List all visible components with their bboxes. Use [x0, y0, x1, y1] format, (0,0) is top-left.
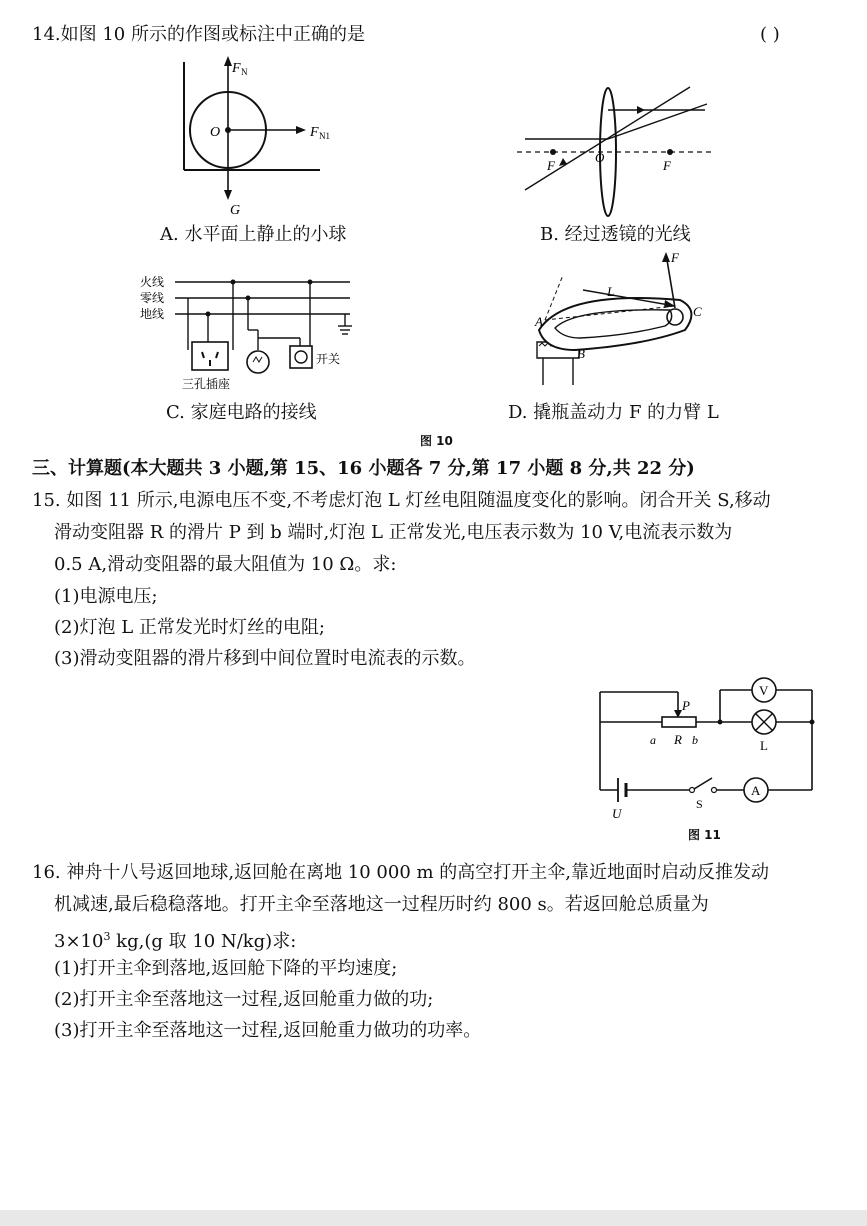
label-voltmeter-v: V [759, 683, 769, 698]
label-neutral-wire: 零线 [140, 291, 165, 305]
q15-sub1: (1)电源电压; [54, 586, 158, 607]
label-f-right: F [663, 158, 671, 173]
section-title: 三、计算题(本大题共 3 小题,第 15、16 小题各 7 分,第 17 小题 8 分,共 22 分) [32, 458, 695, 479]
label-f-left: F [547, 158, 555, 173]
q15-sub2: (2)灯泡 L 正常发光时灯丝的电阻; [54, 617, 325, 638]
q16-sub3: (3)打开主伞至落地这一过程,返回舱重力做功的功率。 [54, 1020, 482, 1041]
q16-mass-base: 3×10 [54, 931, 104, 952]
label-end-a: a [650, 733, 656, 747]
q16-line1: 16. 神舟十八号返回地球,返回舱在离地 10 000 m 的高空打开主伞,靠近地面时启动反推发动 [32, 862, 770, 883]
q16-sub1: (1)打开主伞到落地,返回舱下降的平均速度; [54, 958, 398, 979]
q15-line3: 0.5 A,滑动变阻器的最大阻值为 10 Ω。求: [54, 554, 397, 575]
label-force-f: F [671, 250, 679, 265]
q16-line3 [54, 922, 296, 957]
q14-stem: 14.如图 10 所示的作图或标注中正确的是 [32, 24, 365, 45]
label-point-c: C [693, 304, 702, 319]
label-slider-p: P [682, 698, 690, 713]
label-o-lens: O [595, 150, 605, 165]
label-rheostat-r: R [674, 732, 682, 747]
q15-line1: 15. 如图 11 所示,电源电压不变,不考虑灯泡 L 灯丝电阻随温度变化的影响。闭合开关 S,移动 [32, 490, 771, 511]
q15-line2: 滑动变阻器 R 的滑片 P 到 b 端时,灯泡 L 正常发光,电压表示数为 10 V,电流表示数为 [54, 522, 733, 543]
figure-10-label: 图 10 [420, 434, 453, 448]
q15-sub3: (3)滑动变阻器的滑片移到中间位置时电流表的示数。 [54, 648, 476, 669]
figure-b-lens [515, 82, 720, 217]
q16-line2: 机减速,最后稳稳落地。打开主伞至落地这一过程历时约 800 s。若返回舱总质量为 [54, 894, 709, 915]
label-ground-wire: 地线 [140, 307, 165, 321]
label-point-a: A [535, 314, 543, 329]
figure-d-opener [525, 250, 725, 395]
label-switch-s: S [696, 797, 703, 811]
label-fn-sub: N [241, 67, 248, 77]
label-end-b: b [692, 733, 698, 747]
fig-b-caption: B. 经过透镜的光线 [540, 224, 691, 245]
fig-c-caption: C. 家庭电路的接线 [166, 402, 317, 423]
label-fn1: F [310, 125, 319, 140]
label-socket: 三孔插座 [182, 377, 231, 391]
label-g: G [230, 203, 241, 217]
figure-c-circuit [140, 270, 360, 398]
fig-a-caption: A. 水平面上静止的小球 [160, 224, 347, 245]
label-switch: 开关 [316, 352, 341, 366]
figure-a-ball [170, 52, 350, 217]
label-lever-arm-l: L [607, 284, 615, 299]
label-o: O [210, 125, 221, 140]
q16-mass-exponent: 3 [103, 930, 111, 943]
q16-sub2: (2)打开主伞至落地这一过程,返回舱重力做的功; [54, 989, 434, 1010]
label-fn: F [232, 61, 241, 76]
q16-mass-rest: kg,(g 取 10 N/kg)求: [110, 931, 297, 952]
label-source-u: U [612, 806, 622, 821]
label-point-b: B [577, 346, 585, 361]
figure-11-label: 图 11 [688, 828, 721, 842]
label-lamp-l: L [760, 738, 768, 753]
label-live-wire: 火线 [140, 275, 165, 289]
label-fn1-sub: N1 [319, 131, 330, 141]
figure-11-circuit [590, 672, 825, 832]
label-ammeter-a: A [751, 783, 761, 798]
answer-parentheses: ( ) [760, 24, 780, 45]
fig-d-caption: D. 撬瓶盖动力 F 的力臂 L [508, 402, 719, 423]
page-bottom-edge [0, 1210, 867, 1226]
